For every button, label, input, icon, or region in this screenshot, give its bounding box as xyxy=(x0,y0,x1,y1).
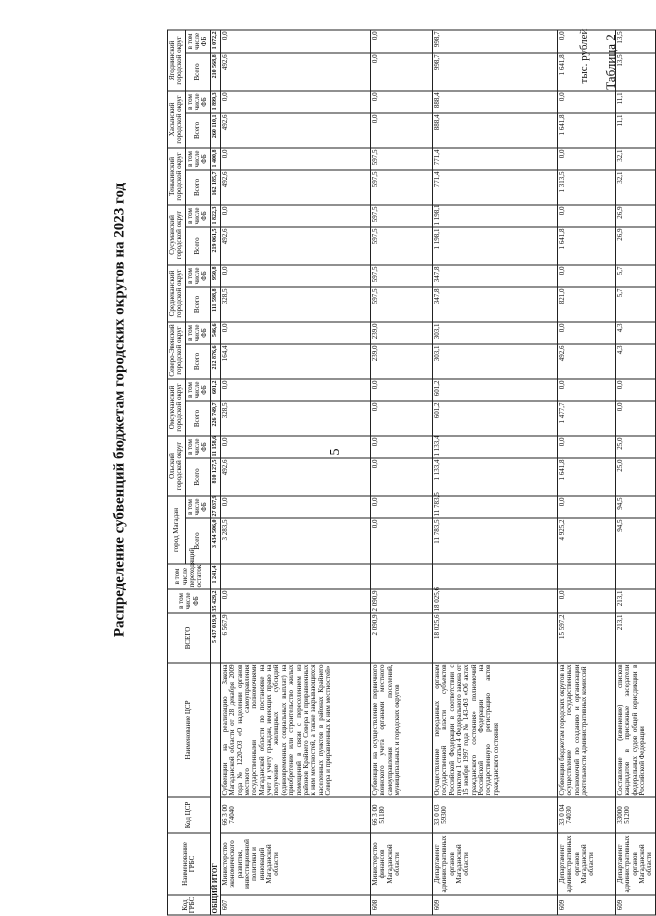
csr-code-cell: 66 3 00 74040 xyxy=(221,797,371,833)
grbs-name-cell: Департамент административных органов Магаданской области xyxy=(433,833,558,895)
value-cell: 303,1 xyxy=(433,322,558,344)
total-cell: 35 429,2 xyxy=(210,589,220,613)
value-cell: 13,5 xyxy=(616,53,656,91)
total-cell: 1 822,3 xyxy=(210,205,220,227)
total-cell: 546,6 xyxy=(210,322,220,344)
value-cell: 94,5 xyxy=(616,518,656,564)
header-okrug-tenkinsky: Тенькинский городской округ xyxy=(168,148,186,205)
value-cell: 239,0 xyxy=(371,322,433,344)
total-row xyxy=(210,30,220,915)
header-subcol-fb: в том числе ФБ xyxy=(185,496,210,518)
value-cell: 0,0 xyxy=(221,496,371,518)
value-cell: 0,0 xyxy=(558,265,616,287)
value-cell xyxy=(433,564,558,589)
grbs-code-cell: 609 xyxy=(616,895,656,915)
total-cell: 27 037,9 xyxy=(210,496,220,518)
value-cell: 0,0 xyxy=(221,322,371,344)
value-cell: 164,4 xyxy=(221,344,371,379)
header-subcol-fb: в том числе ФБ xyxy=(185,30,210,53)
value-cell: 492,6 xyxy=(221,53,371,91)
value-cell: 11 783,5 xyxy=(433,518,558,564)
value-cell: 1 641,8 xyxy=(558,227,616,265)
value-cell: 26,9 xyxy=(616,205,656,227)
grbs-name-cell: Департамент административных органов Магаданской области xyxy=(558,833,616,895)
value-cell: 0,0 xyxy=(558,589,616,613)
value-cell: 998,7 xyxy=(433,30,558,53)
value-cell: 597,5 xyxy=(371,148,433,170)
total-cell: 162 185,7 xyxy=(210,170,220,205)
value-cell: 0,0 xyxy=(371,458,433,496)
total-cell: 226 749,7 xyxy=(210,401,220,436)
value-cell: 771,4 xyxy=(433,170,558,205)
value-cell: 0,0 xyxy=(371,496,433,518)
header-subcol-total: Всего xyxy=(185,227,210,265)
header-csr-name: Наименование ЦСР xyxy=(168,663,211,797)
header-subcol-fb: в том числе ФБ xyxy=(185,91,210,113)
table-row xyxy=(616,30,656,915)
value-cell: 1 477,7 xyxy=(558,401,616,436)
value-cell: 0,0 xyxy=(558,30,616,53)
csr-name-cell: Субвенции бюджетам городских округов на осуществление государственных полномочий по созданию и организации деятельности административных комиссий xyxy=(558,663,616,797)
header-subcol-total: Всего xyxy=(185,518,210,564)
header-grbs-code: Код ГРБС xyxy=(168,895,211,915)
header-csr-code: Код ЦСР xyxy=(168,797,211,833)
value-cell: 1 198,1 xyxy=(433,227,558,265)
value-cell: 239,0 xyxy=(371,344,433,379)
value-cell: 597,5 xyxy=(371,227,433,265)
value-cell: 0,0 xyxy=(221,205,371,227)
table-row xyxy=(433,30,558,915)
value-cell: 0,0 xyxy=(371,30,433,53)
value-cell: 4,3 xyxy=(616,322,656,344)
header-subcol-fb: в том числе ФБ xyxy=(185,148,210,170)
total-cell: 5 437 019,9 xyxy=(210,613,220,663)
total-cell: 810 127,5 xyxy=(210,458,220,496)
total-cell: 219 061,5 xyxy=(210,227,220,265)
value-cell: 6 567,9 xyxy=(221,613,371,663)
value-cell: 347,8 xyxy=(433,265,558,287)
total-cell: 260 110,1 xyxy=(210,113,220,148)
value-cell: 998,7 xyxy=(433,53,558,91)
document-title: Распределение субвенций бюджетам городских округов на 2023 год xyxy=(111,182,128,638)
value-cell: 0,0 xyxy=(558,322,616,344)
value-cell: 597,5 xyxy=(371,170,433,205)
csr-name-cell: Составление (изменение) списков кандидатов в присяжные заседатели федеральных судов общей юрисдикции в Российской Федерации xyxy=(616,663,656,797)
subsidies-table xyxy=(167,29,656,915)
total-cell: 11 158,6 xyxy=(210,436,220,458)
csr-code-cell: 33 0 03 59300 xyxy=(433,797,558,833)
header-subcol-fb: в том числе ФБ xyxy=(185,436,210,458)
value-cell: 0,0 xyxy=(558,148,616,170)
value-cell: 94,5 xyxy=(616,496,656,518)
header-okrug-magadan: город Магадан xyxy=(168,496,186,564)
value-cell: 0,0 xyxy=(371,436,433,458)
csr-code-cell: 33000 51200 xyxy=(616,797,656,833)
total-cell: 210 568,8 xyxy=(210,53,220,91)
value-cell: 1 133,4 xyxy=(433,436,558,458)
value-cell: 328,5 xyxy=(221,401,371,436)
units-label: тыс. рублей xyxy=(578,28,590,84)
grbs-name-cell: Министерство финансов Магаданской области xyxy=(371,833,433,895)
value-cell: 0,0 xyxy=(558,91,616,113)
header-subcol-fb: в том числе ФБ xyxy=(185,265,210,287)
value-cell: 4,3 xyxy=(616,344,656,379)
value-cell: 601,2 xyxy=(433,379,558,401)
value-cell: 597,5 xyxy=(371,205,433,227)
value-cell: 0,0 xyxy=(221,30,371,53)
header-subcol-total: Всего xyxy=(185,170,210,205)
value-cell: 0,0 xyxy=(371,53,433,91)
value-cell: 492,6 xyxy=(221,227,371,265)
total-cell: 3 434 506,0 xyxy=(210,518,220,564)
value-cell: 18 025,6 xyxy=(433,589,558,613)
csr-name-cell: Субвенции на реализацию Закона Магаданской области от 28 декабря 2009 года № 1220-ОЗ «О наделении органов местного самоуправления государственными полномочиями Магаданской области по постановке на учет и учету граждан, имеющих право на получение жилищных субсидий (единовременных социальных выплат) на приобретение или строительство жилых помещений в связи с переселением из районов Крайнего Севера и приравненных к ним местностей, а также закрывающихся населенных пунктов в районах Крайнего Севера и приравненных к ним местностей» xyxy=(221,663,371,797)
value-cell: 0,0 xyxy=(221,379,371,401)
value-cell: 821,0 xyxy=(558,287,616,322)
value-cell xyxy=(558,564,616,589)
header-subcol-fb: в том числе ФБ xyxy=(185,379,210,401)
value-cell: 888,4 xyxy=(433,91,558,113)
csr-code-cell: 33 0 04 74030 xyxy=(558,797,616,833)
header-subcol-fb: в том числе ФБ xyxy=(185,205,210,227)
value-cell: 1 313,5 xyxy=(558,170,616,205)
value-cell: 5,7 xyxy=(616,287,656,322)
value-cell: 32,1 xyxy=(616,148,656,170)
header-okrug-khasynsky: Хасынский городской округ xyxy=(168,91,186,148)
header-subcol-total: Всего xyxy=(185,458,210,496)
grbs-code-cell: 607 xyxy=(221,895,371,915)
value-cell: 213,1 xyxy=(616,613,656,663)
value-cell xyxy=(616,564,656,589)
value-cell: 1 641,8 xyxy=(558,53,616,91)
total-cell: 111 598,8 xyxy=(210,287,220,322)
value-cell: 2 090,9 xyxy=(371,613,433,663)
value-cell: 0,0 xyxy=(616,401,656,436)
value-cell: 0,0 xyxy=(371,91,433,113)
total-cell: 1 072,2 xyxy=(210,30,220,53)
value-cell: 303,1 xyxy=(433,344,558,379)
header-okrug-severo-evensky: Северо-Эвенский городской округ xyxy=(168,322,186,379)
value-cell: 3 283,5 xyxy=(221,518,371,564)
page-number: 5 xyxy=(328,448,343,456)
value-cell: 1 133,4 xyxy=(433,458,558,496)
header-okrug-yagodninsky: Ягоднинский городской округ xyxy=(168,30,186,91)
value-cell: 0,0 xyxy=(221,265,371,287)
value-cell: 5,7 xyxy=(616,265,656,287)
header-okrug-susumansky: Сусуманский городской округ xyxy=(168,205,186,265)
value-cell: 1 198,1 xyxy=(433,205,558,227)
header-subcol-total: Всего xyxy=(185,401,210,436)
total-cell: 950,8 xyxy=(210,265,220,287)
grbs-name-cell: Департамент административных органов Магаданской области xyxy=(616,833,656,895)
value-cell: 26,9 xyxy=(616,227,656,265)
value-cell: 601,2 xyxy=(433,401,558,436)
value-cell: 0,0 xyxy=(221,148,371,170)
header-subcol-total: Всего xyxy=(185,53,210,91)
value-cell: 492,6 xyxy=(221,113,371,148)
csr-name-cell: Субвенции на осуществление первичного воинского учета органами местного самоуправления поселений, муниципальных и городских округов xyxy=(371,663,433,797)
value-cell: 597,5 xyxy=(371,287,433,322)
table-label: Таблица 2 xyxy=(603,34,618,90)
value-cell: 347,8 xyxy=(433,287,558,322)
header-subcol-total: Всего xyxy=(185,344,210,379)
grbs-name-cell: Министерство экономического развития, инвестиционной политики и инноваций Магаданской области xyxy=(221,833,371,895)
header-subcol-fb: в том числе ФБ xyxy=(185,322,210,344)
value-cell: 2 090,9 xyxy=(371,589,433,613)
value-cell: 1 641,8 xyxy=(558,113,616,148)
value-cell: 492,6 xyxy=(558,344,616,379)
header-incl-fb: в том числе ФБ xyxy=(168,589,211,613)
csr-name-cell: Осуществление переданных органам государственной власти субъектов Российской Федерации в соответствии с пунктом 1 статьи 4 Федерального закона от 15 ноября 1997 года № 143-ФЗ «Об актах гражданского состояния» полномочий Российской Федерации на государственную регистрацию актов гражданского состояния xyxy=(433,663,558,797)
csr-code-cell: 66 3 00 51180 xyxy=(371,797,433,833)
grbs-code-cell: 608 xyxy=(371,895,433,915)
header-okrug-omsukchansky: Омсукчанский городской округ xyxy=(168,379,186,436)
header-total: ВСЕГО xyxy=(168,613,211,663)
value-cell: 25,0 xyxy=(616,458,656,496)
value-cell: 0,0 xyxy=(221,436,371,458)
value-cell: 0,0 xyxy=(371,401,433,436)
value-cell: 0,0 xyxy=(371,113,433,148)
value-cell: 11,1 xyxy=(616,113,656,148)
table-body xyxy=(210,30,655,915)
value-cell: 492,6 xyxy=(221,170,371,205)
value-cell: 597,5 xyxy=(371,265,433,287)
value-cell: 0,0 xyxy=(558,205,616,227)
value-cell: 492,6 xyxy=(221,458,371,496)
value-cell: 13,5 xyxy=(616,30,656,53)
header-subcol-total: Всего xyxy=(185,287,210,322)
value-cell: 0,0 xyxy=(371,379,433,401)
total-cell: 212 876,6 xyxy=(210,344,220,379)
header-okrug-srednekansky: Среднеканский городской округ xyxy=(168,265,186,322)
grbs-code-cell: 609 xyxy=(558,895,616,915)
value-cell: 0,0 xyxy=(221,91,371,113)
total-label: ОБЩИЙ ИТОГ xyxy=(210,663,220,915)
value-cell: 0,0 xyxy=(371,518,433,564)
value-cell: 11,1 xyxy=(616,91,656,113)
value-cell: 0,0 xyxy=(221,589,371,613)
value-cell: 328,5 xyxy=(221,287,371,322)
total-cell: 1 899,3 xyxy=(210,91,220,113)
value-cell: 1 641,8 xyxy=(558,458,616,496)
value-cell: 32,1 xyxy=(616,170,656,205)
value-cell: 25,0 xyxy=(616,436,656,458)
value-cell: 771,4 xyxy=(433,148,558,170)
value-cell: 0,0 xyxy=(558,436,616,458)
total-cell: 1 400,8 xyxy=(210,148,220,170)
value-cell: 0,0 xyxy=(616,379,656,401)
table-row xyxy=(558,30,616,915)
table-row xyxy=(221,30,371,915)
header-grbs-name: Наименование ГРБС xyxy=(168,833,211,895)
value-cell: 888,4 xyxy=(433,113,558,148)
value-cell xyxy=(371,564,433,589)
value-cell xyxy=(221,564,371,589)
value-cell: 18 025,6 xyxy=(433,613,558,663)
value-cell: 0,0 xyxy=(558,379,616,401)
header-subcol-total: Всего xyxy=(185,113,210,148)
grbs-code-cell: 609 xyxy=(433,895,558,915)
header-incl-prev-balance: в том числе переходящий остаток xyxy=(168,564,211,589)
total-cell: 601,2 xyxy=(210,379,220,401)
total-cell: 1 241,4 xyxy=(210,564,220,589)
value-cell: 11 783,5 xyxy=(433,496,558,518)
table-row xyxy=(371,30,433,915)
value-cell: 4 925,2 xyxy=(558,518,616,564)
header-okrug-olsky: Ольский городской округ xyxy=(168,436,186,496)
value-cell: 213,1 xyxy=(616,589,656,613)
value-cell: 0,0 xyxy=(558,496,616,518)
value-cell: 15 597,2 xyxy=(558,613,616,663)
